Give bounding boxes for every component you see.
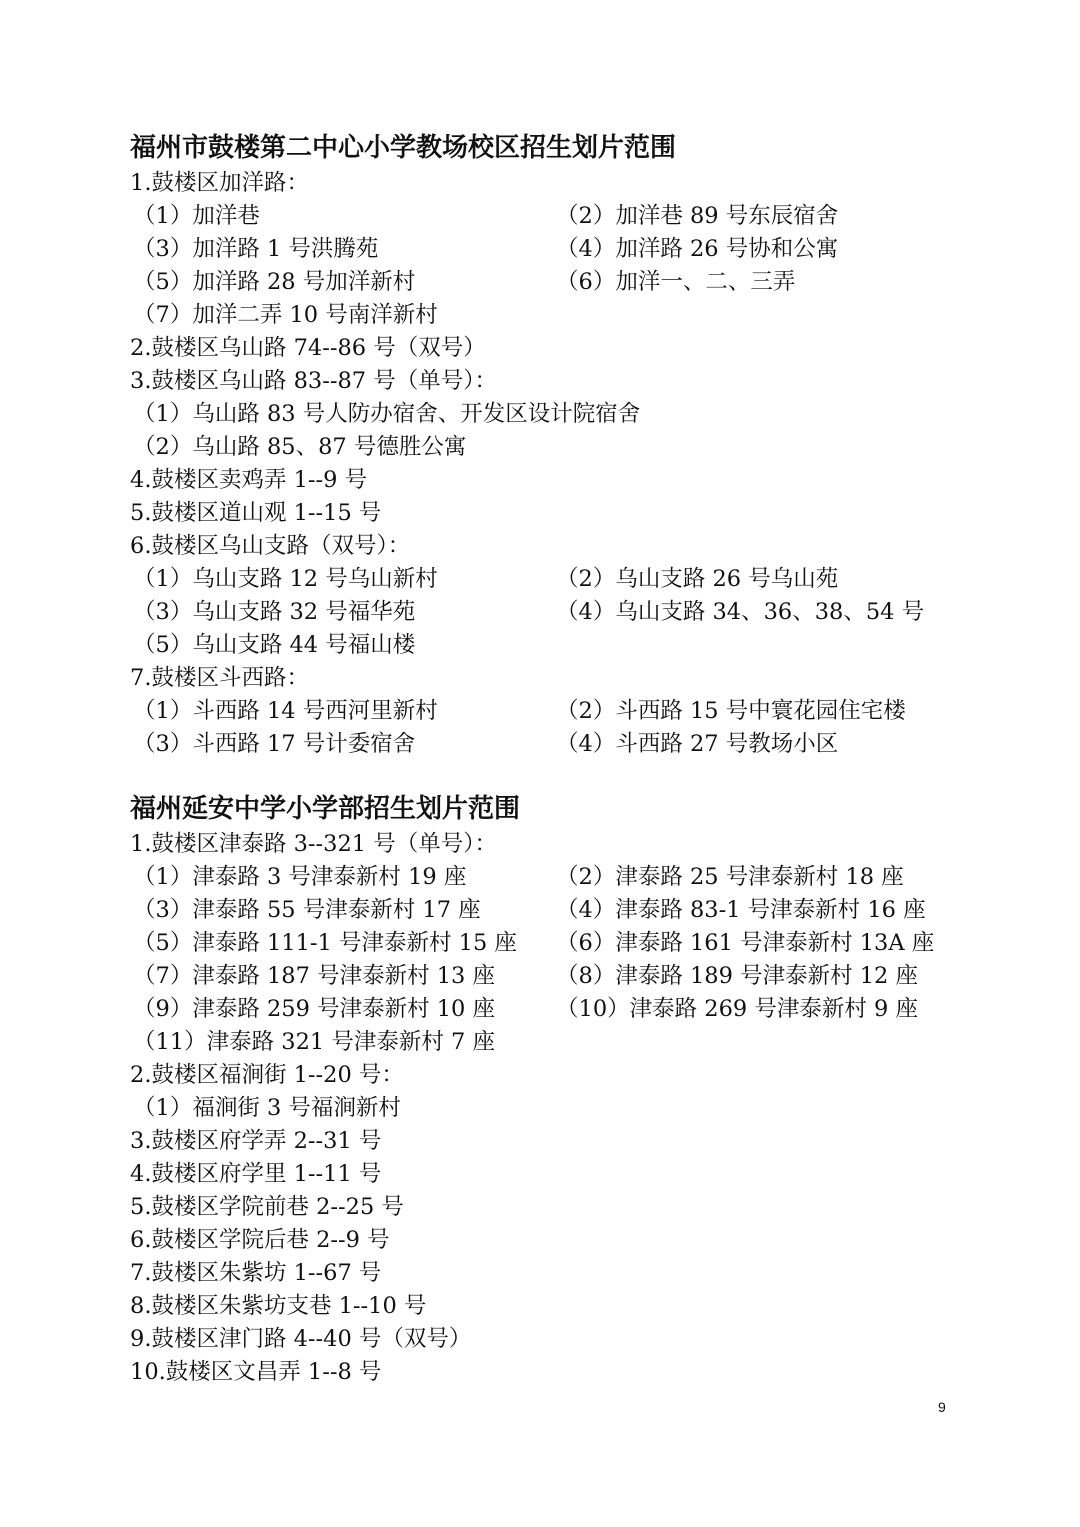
list-item-right: （4）加洋路 26 号协和公寓	[556, 236, 839, 262]
list-item	[0, 1191, 1080, 1224]
list-item	[0, 662, 1080, 695]
list-item-right: （4）津泰路 83-1 号津泰新村 16 座	[556, 897, 926, 923]
list-item	[0, 1290, 1080, 1323]
list-item-text: 5.鼓楼区学院前巷 2--25 号	[130, 1194, 404, 1220]
list-item-text: 5.鼓楼区道山观 1--15 号	[130, 500, 382, 526]
list-item	[0, 861, 1080, 894]
list-item	[0, 629, 1080, 662]
list-item-right: （2）斗西路 15 号中寰花园住宅楼	[556, 698, 906, 724]
list-item-right: （6）加洋一、二、三弄	[556, 269, 796, 295]
list-item-text: 2.鼓楼区福涧街 1--20 号：	[130, 1062, 404, 1088]
list-item	[0, 894, 1080, 927]
list-item	[0, 1356, 1080, 1389]
list-item-left: （1）斗西路 14 号西河里新村	[133, 698, 438, 724]
list-item-left: （11）津泰路 321 号津泰新村 7 座	[133, 1029, 495, 1055]
list-item-left: （5）津泰路 111-1 号津泰新村 15 座	[133, 930, 517, 956]
list-item-left: （3）加洋路 1 号洪腾苑	[133, 236, 379, 262]
list-item-right: （10）津泰路 269 号津泰新村 9 座	[556, 996, 918, 1022]
list-item-right: （6）津泰路 161 号津泰新村 13A 座	[556, 930, 935, 956]
list-item-text: 1.鼓楼区加洋路：	[130, 170, 309, 196]
list-item	[0, 695, 1080, 728]
list-item-left: （5）加洋路 28 号加洋新村	[133, 269, 416, 295]
list-item-right: （8）津泰路 189 号津泰新村 12 座	[556, 963, 918, 989]
list-item	[0, 530, 1080, 563]
list-item	[0, 1092, 1080, 1125]
list-item-text: 10.鼓楼区文昌弄 1--8 号	[130, 1359, 382, 1385]
list-item-text: 7.鼓楼区朱紫坊 1--67 号	[130, 1260, 382, 1286]
list-item	[0, 1224, 1080, 1257]
list-item	[0, 993, 1080, 1026]
list-item	[0, 266, 1080, 299]
list-item	[0, 1026, 1080, 1059]
list-item-text: 4.鼓楼区府学里 1--11 号	[130, 1161, 382, 1187]
list-item-left: （5）乌山支路 44 号福山楼	[133, 632, 416, 658]
list-item-text: 9.鼓楼区津门路 4--40 号（双号）	[130, 1326, 472, 1352]
list-item-text: 8.鼓楼区朱紫坊支巷 1--10 号	[130, 1293, 427, 1319]
list-item	[0, 233, 1080, 266]
list-item-left: （1）乌山路 83 号人防办宿舍、开发区设计院宿舍	[133, 401, 641, 427]
list-item	[0, 497, 1080, 530]
list-item-left: （7）津泰路 187 号津泰新村 13 座	[133, 963, 495, 989]
list-item	[0, 1125, 1080, 1158]
list-item	[0, 1158, 1080, 1191]
list-item-text: 4.鼓楼区卖鸡弄 1--9 号	[130, 467, 368, 493]
list-item	[0, 1059, 1080, 1092]
list-item-text: 1.鼓楼区津泰路 3--321 号（单号）：	[130, 831, 497, 857]
list-item	[0, 200, 1080, 233]
list-item-left: （1）乌山支路 12 号乌山新村	[133, 566, 438, 592]
list-item-left: （3）斗西路 17 号计委宿舍	[133, 731, 416, 757]
list-item-text: 2.鼓楼区乌山路 74--86 号（双号）	[130, 335, 486, 361]
list-item-left: （2）乌山路 85、87 号德胜公寓	[133, 434, 467, 460]
list-item	[0, 596, 1080, 629]
list-item-text: 6.鼓楼区学院后巷 2--9 号	[130, 1227, 390, 1253]
list-item	[0, 332, 1080, 365]
section-1-title: 福州市鼓楼第二中心小学教场校区招生划片范围	[130, 133, 677, 163]
list-item	[0, 431, 1080, 464]
list-item-right: （2）乌山支路 26 号乌山苑	[556, 566, 839, 592]
list-item	[0, 365, 1080, 398]
list-item	[0, 927, 1080, 960]
list-item-left: （3）津泰路 55 号津泰新村 17 座	[133, 897, 481, 923]
list-item	[0, 960, 1080, 993]
list-item-right: （4）乌山支路 34、36、38、54 号	[556, 599, 925, 625]
list-item-text: 3.鼓楼区乌山路 83--87 号（单号）：	[130, 368, 497, 394]
list-item	[0, 299, 1080, 332]
list-item	[0, 1257, 1080, 1290]
list-item	[0, 464, 1080, 497]
list-item-text: 7.鼓楼区斗西路：	[130, 665, 309, 691]
list-item-left: （1）福涧街 3 号福涧新村	[133, 1095, 401, 1121]
list-item-left: （9）津泰路 259 号津泰新村 10 座	[133, 996, 495, 1022]
list-item	[0, 828, 1080, 861]
list-item	[0, 1323, 1080, 1356]
list-item	[0, 167, 1080, 200]
list-item-text: 3.鼓楼区府学弄 2--31 号	[130, 1128, 382, 1154]
section-2-title: 福州延安中学小学部招生划片范围	[130, 794, 521, 824]
list-item-left: （7）加洋二弄 10 号南洋新村	[133, 302, 438, 328]
list-item-right: （2）津泰路 25 号津泰新村 18 座	[556, 864, 904, 890]
list-item-right: （2）加洋巷 89 号东辰宿舍	[556, 203, 839, 229]
list-item-left: （1）津泰路 3 号津泰新村 19 座	[133, 864, 467, 890]
page-number: 9	[938, 1399, 946, 1415]
list-item	[0, 398, 1080, 431]
list-item-text: 6.鼓楼区乌山支路（双号）：	[130, 533, 411, 559]
list-item-right: （4）斗西路 27 号教场小区	[556, 731, 839, 757]
list-item-left: （1）加洋巷	[133, 203, 260, 229]
list-item	[0, 563, 1080, 596]
list-item-left: （3）乌山支路 32 号福华苑	[133, 599, 416, 625]
list-item	[0, 728, 1080, 761]
